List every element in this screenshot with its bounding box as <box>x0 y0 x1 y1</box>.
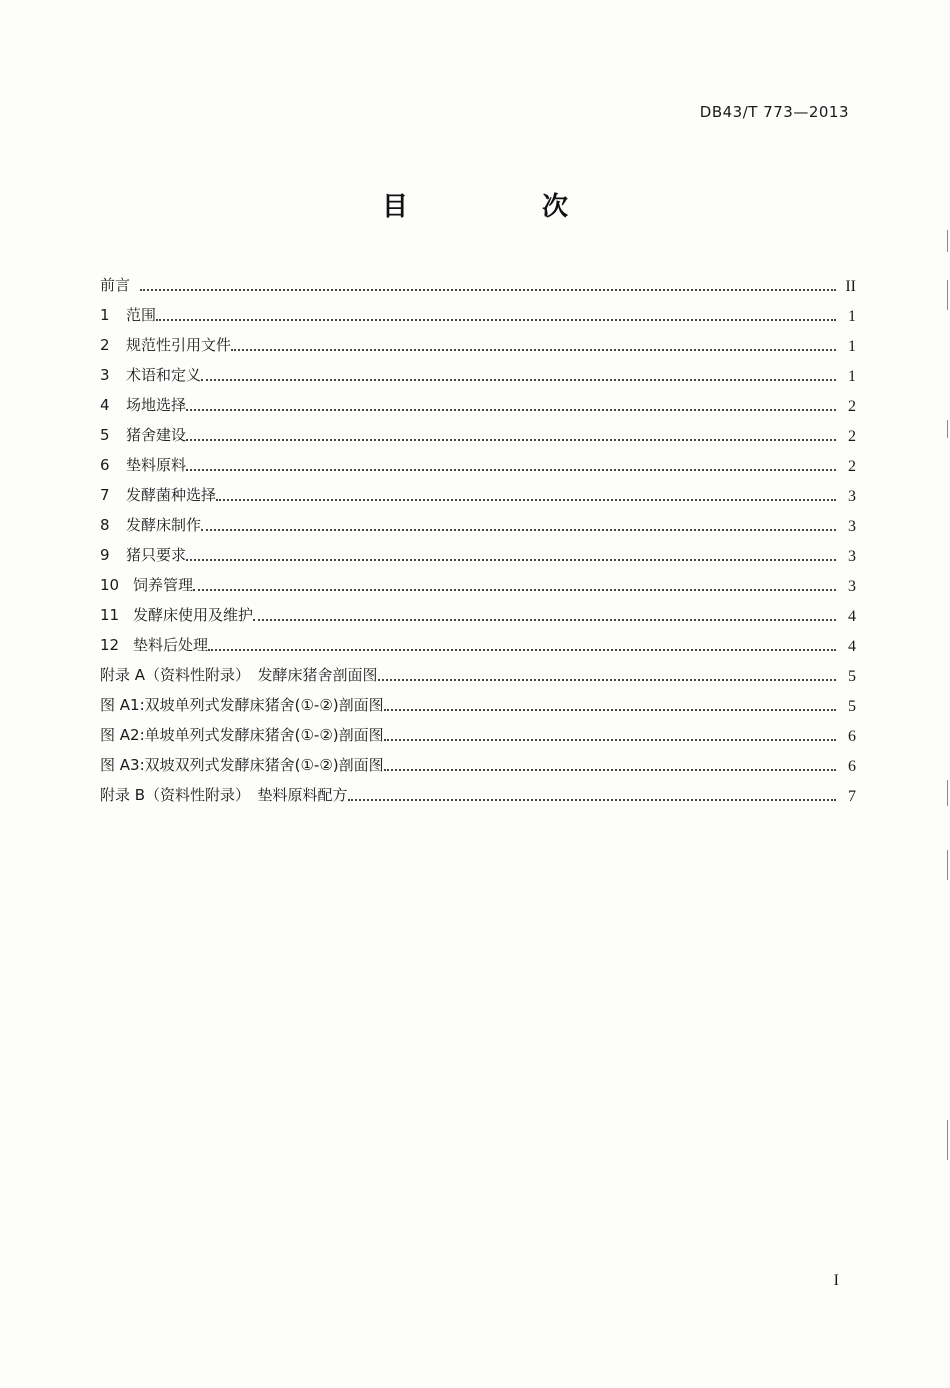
toc-label: 附录 B（资料性附录） 垫料原料配方 <box>100 786 348 804</box>
toc-page-number: 3 <box>848 518 856 535</box>
toc-section-number: 8 <box>100 516 110 534</box>
toc-page-number: 4 <box>848 638 856 655</box>
scan-artifact-mark <box>947 1120 948 1160</box>
toc-label: 图 A3:双坡双列式发酵床猪舍(①-②)剖面图 <box>100 756 384 774</box>
dot-leader <box>140 289 836 291</box>
toc-section-number: 2 <box>100 336 110 354</box>
scan-artifact-mark <box>947 420 948 438</box>
toc-label: 范围 <box>126 306 157 324</box>
page-number: I <box>833 1272 839 1289</box>
toc-page-number: 2 <box>848 458 856 475</box>
toc-label: 规范性引用文件 <box>126 336 232 354</box>
toc-section-number: 7 <box>100 486 110 504</box>
dot-leader <box>253 619 836 621</box>
toc-page-number: 2 <box>848 428 856 445</box>
dot-leader <box>231 349 836 351</box>
scan-artifact-mark <box>947 780 948 806</box>
toc-section-number: 4 <box>100 396 110 414</box>
toc-label: 垫料原料 <box>126 456 187 474</box>
toc-entry-3[interactable] <box>100 360 856 390</box>
standard-code: DB43/T 773—2013 <box>699 103 849 121</box>
toc-entry-figure-a1[interactable] <box>100 690 856 720</box>
toc-entry-4[interactable] <box>100 390 856 420</box>
toc-entry-5[interactable] <box>100 420 856 450</box>
toc-label: 猪只要求 <box>126 546 187 564</box>
toc-page-number: 5 <box>848 698 856 715</box>
toc-page-number: II <box>845 278 856 295</box>
toc-page-number: 3 <box>848 578 856 595</box>
scan-artifact-mark <box>947 850 948 880</box>
toc-label: 图 A1:双坡单列式发酵床猪舍(①-②)剖面图 <box>100 696 384 714</box>
dot-leader <box>384 709 836 711</box>
toc-section-number: 3 <box>100 366 110 384</box>
toc-page-number: 2 <box>848 398 856 415</box>
toc-entry-11[interactable] <box>100 600 856 630</box>
toc-entry-9[interactable] <box>100 540 856 570</box>
dot-leader <box>186 469 836 471</box>
dot-leader <box>193 589 836 591</box>
dot-leader <box>348 799 836 801</box>
toc-label: 猪舍建设 <box>126 426 187 444</box>
toc-page-number: 1 <box>848 308 856 325</box>
page-title: 目 次 <box>381 192 622 222</box>
toc-label: 发酵床制作 <box>126 516 202 534</box>
toc-label: 饲养管理 <box>133 576 194 594</box>
dot-leader <box>384 739 836 741</box>
dot-leader <box>384 769 836 771</box>
toc-entry-12[interactable] <box>100 630 856 660</box>
toc-entry-7[interactable] <box>100 480 856 510</box>
toc-label: 场地选择 <box>126 396 187 414</box>
table-of-contents <box>100 270 856 810</box>
scan-artifact-mark <box>947 230 948 252</box>
dot-leader <box>216 499 836 501</box>
toc-page-number: 7 <box>848 788 856 805</box>
toc-section-number: 5 <box>100 426 110 444</box>
toc-section-number: 12 <box>100 636 120 654</box>
toc-entry-figure-a3[interactable] <box>100 750 856 780</box>
toc-entry-figure-a2[interactable] <box>100 720 856 750</box>
toc-section-number: 9 <box>100 546 110 564</box>
toc-entry-2[interactable] <box>100 330 856 360</box>
toc-label: 垫料后处理 <box>133 636 209 654</box>
toc-entry-8[interactable] <box>100 510 856 540</box>
toc-label: 前言 <box>100 276 131 294</box>
dot-leader <box>186 439 836 441</box>
toc-label: 发酵菌种选择 <box>126 486 217 504</box>
dot-leader <box>378 679 836 681</box>
toc-section-number: 11 <box>100 606 120 624</box>
dot-leader <box>186 559 836 561</box>
dot-leader <box>201 379 836 381</box>
scan-artifact-mark <box>947 280 948 310</box>
toc-page-number: 4 <box>848 608 856 625</box>
toc-section-number: 6 <box>100 456 110 474</box>
toc-section-number: 10 <box>100 576 120 594</box>
toc-entry-10[interactable] <box>100 570 856 600</box>
toc-label: 发酵床使用及维护 <box>133 606 254 624</box>
toc-entry-appendix-b[interactable] <box>100 780 856 810</box>
toc-page-number: 6 <box>848 758 856 775</box>
toc-section-number: 1 <box>100 306 110 324</box>
toc-entry-appendix-a[interactable] <box>100 660 856 690</box>
dot-leader <box>156 319 836 321</box>
dot-leader <box>208 649 836 651</box>
toc-page-number: 1 <box>848 338 856 355</box>
toc-entry-1[interactable] <box>100 300 856 330</box>
dot-leader <box>201 529 836 531</box>
toc-page-number: 5 <box>848 668 856 685</box>
toc-label: 术语和定义 <box>126 366 202 384</box>
dot-leader <box>186 409 836 411</box>
toc-entry-preface[interactable] <box>100 270 856 300</box>
toc-label: 图 A2:单坡单列式发酵床猪舍(①-②)剖面图 <box>100 726 384 744</box>
toc-entry-6[interactable] <box>100 450 856 480</box>
toc-page-number: 6 <box>848 728 856 745</box>
toc-page-number: 1 <box>848 368 856 385</box>
toc-label: 附录 A（资料性附录） 发酵床猪舍剖面图 <box>100 666 378 684</box>
toc-page-number: 3 <box>848 488 856 505</box>
toc-page-number: 3 <box>848 548 856 565</box>
